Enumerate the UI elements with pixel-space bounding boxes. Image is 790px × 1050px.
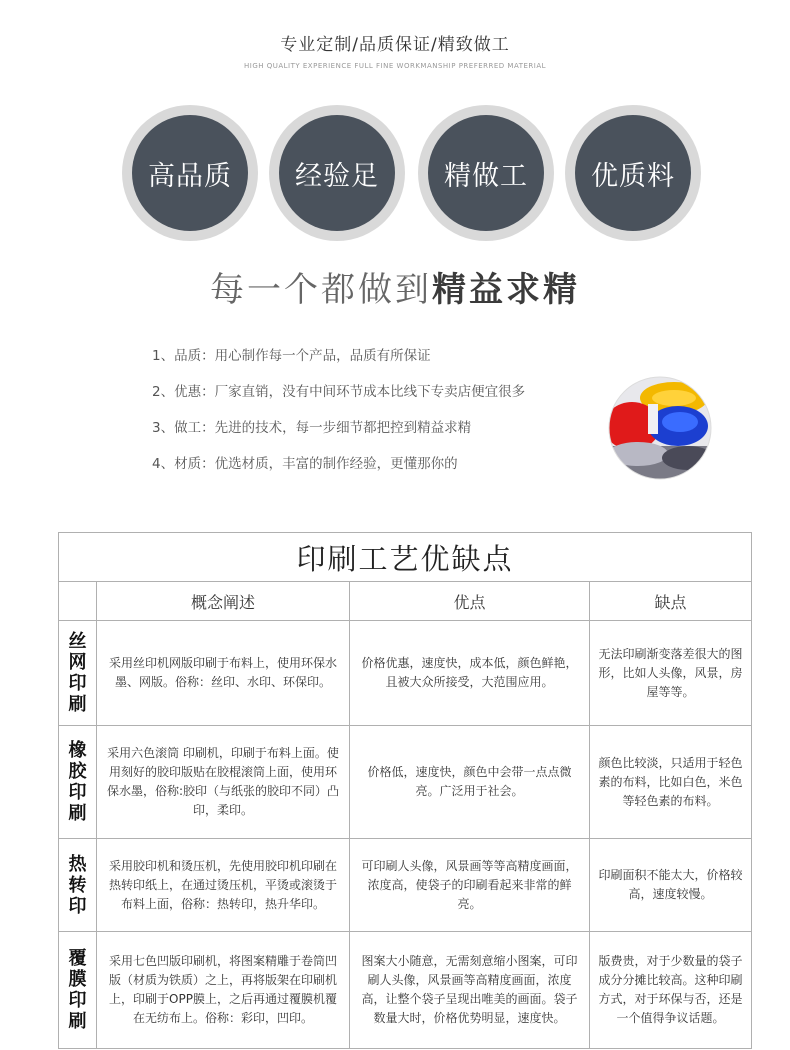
row-name-char: 覆: [68, 948, 87, 969]
row-name-char: 膜: [68, 969, 87, 990]
experience-circle: [269, 105, 405, 241]
row-name-char: 橡: [68, 740, 87, 761]
row-name-char: 印: [68, 782, 87, 803]
row-name-char: 转: [68, 874, 87, 896]
concept-cell: 采用胶印机和烫压机，先使用胶印机印刷在热转印纸上，在通过烫压机，平烫或滚烫于布料上面，俗称：热转印，热升华印。: [97, 839, 350, 932]
feature-item: 2、优惠：厂家直销，没有中间环节成本比线下专卖店便宜很多: [152, 384, 526, 400]
cons-cell: 颜色比较淡，只适用于轻色素的布料，比如白色，米色等轻色素的布料。: [590, 726, 752, 839]
pros-cell: 图案大小随意，无需刻意缩小图案，可印刷人头像，风景画等高精度画面，浓度高，让整个袋子呈现出唯美的画面。袋子数量大时，价格优势明显，速度快。: [350, 932, 590, 1049]
row-name-char: 热: [68, 853, 87, 875]
experience-circle-label: 经验足: [279, 115, 395, 231]
row-name-char: 印: [68, 895, 87, 917]
row-name-char: 丝: [68, 631, 87, 652]
table-row: [59, 726, 752, 839]
header-pros: 优点: [350, 582, 590, 621]
feature-list: [152, 344, 525, 488]
row-name: [59, 839, 97, 932]
concept-cell: 采用丝印机网版印刷于布料上，使用环保水墨、网版。俗称：丝印、水印、环保印。: [97, 621, 350, 726]
table-title: 印刷工艺优缺点: [59, 533, 752, 582]
row-name-char: 网: [68, 652, 87, 673]
concept-cell: 采用六色滚筒 印刷机，印刷于布料上面。使用刻好的胶印版贴在胶棍滚筒上面，使用环保水墨，俗称:胶印（与纸张的胶印不同）凸印，柔印。: [97, 726, 350, 839]
concept-cell: 采用七色凹版印刷机，将图案精雕于卷筒凹版（材质为铁质）之上，再将版架在印刷机上，印刷于OPP膜上，之后再通过覆膜机覆在无纺布上。俗称：彩印，凹印。: [97, 932, 350, 1049]
row-name-char: 印: [68, 990, 87, 1011]
quality-circle: [122, 105, 258, 241]
material-circle: [565, 105, 701, 241]
table-row: [59, 621, 752, 726]
pros-cell: 可印刷人头像，风景画等等高精度画面，浓度高，使袋子的印刷看起来非常的鲜亮。: [350, 839, 590, 932]
workmanship-circle: [418, 105, 554, 241]
table-row: [59, 839, 752, 932]
feature-item: 4、材质：优选材质，丰富的制作经验，更懂那你的: [152, 456, 458, 472]
slogan-bold: 精益求精: [432, 270, 580, 310]
row-name-char: 胶: [68, 761, 87, 782]
cons-cell: 版费贵，对于少数量的袋子成分分摊比较高。这种印刷方式，对于环保与否，还是一个值得争议话题。: [590, 932, 752, 1049]
row-name: [59, 621, 97, 726]
printing-comparison-table: [58, 532, 752, 1049]
table-row: [59, 932, 752, 1049]
row-name-char: 刷: [68, 803, 87, 824]
row-name-char: 刷: [68, 694, 87, 715]
row-name: [59, 726, 97, 839]
row-name-char: 印: [68, 673, 87, 694]
slogan-normal: 每一个都做到: [210, 270, 432, 310]
material-circle-label: 优质料: [575, 115, 691, 231]
header-cons: 缺点: [590, 582, 752, 621]
slogan: [0, 262, 790, 311]
quality-circle-label: 高品质: [132, 115, 248, 231]
workmanship-circle-label: 精做工: [428, 115, 544, 231]
table-corner: [59, 582, 97, 621]
cons-cell: 印刷面积不能太大，价格较高，速度较慢。: [590, 839, 752, 932]
feature-item: 1、品质：用心制作每一个产品，品质有所保证: [152, 348, 431, 364]
page-subtitle: HIGH QUALITY EXPERIENCE FULL FINE WORKMANSHIP PREFERRED MATERIAL: [243, 62, 547, 70]
pros-cell: 价格优惠，速度快，成本低，颜色鲜艳，且被大众所接受，大范围应用。: [350, 621, 590, 726]
row-name-char: 刷: [68, 1011, 87, 1032]
pros-cell: 价格低，速度快，颜色中会带一点点微亮。广泛用于社会。: [350, 726, 590, 839]
feature-item: 3、做工：先进的技术，每一步细节都把控到精益求精: [152, 420, 472, 436]
row-name: [59, 932, 97, 1049]
header-concept: 概念阐述: [97, 582, 350, 621]
paint-cans-image: [608, 376, 712, 480]
cons-cell: 无法印刷渐变落差很大的图形，比如人头像，风景，房屋等等。: [590, 621, 752, 726]
page-title: 专业定制/品质保证/精致做工: [280, 35, 510, 55]
